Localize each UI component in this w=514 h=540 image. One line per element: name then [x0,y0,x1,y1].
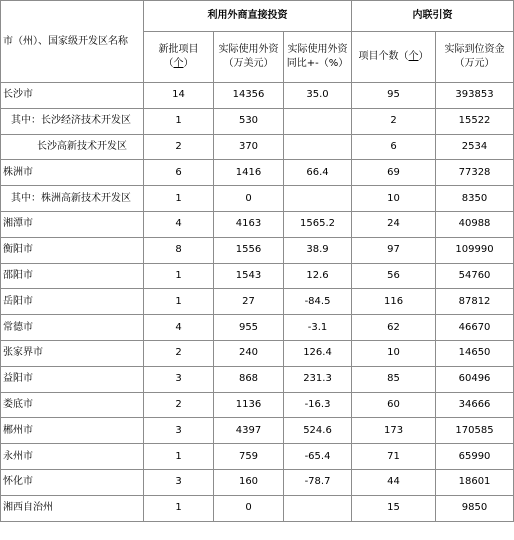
header-fdi-amount-line2: （万美元） [223,58,274,69]
cell-region-name: 永州市 [1,444,144,470]
cell-dom-funds: 18601 [436,469,514,495]
header-name-column: 市（州）、国家级开发区名称 [1,1,144,83]
cell-fdi-amount: 1556 [214,237,284,263]
cell-dom-funds: 40988 [436,211,514,237]
cell-dom-funds: 109990 [436,237,514,263]
cell-new-projects: 2 [144,340,214,366]
table-row [1,340,514,366]
cell-new-projects: 1 [144,495,214,521]
cell-region-name: 张家界市 [1,340,144,366]
header-fdi-pct-line1: 实际使用外资 [287,44,348,55]
cell-dom-projects: 15 [352,495,436,521]
cell-new-projects: 6 [144,160,214,186]
cell-region-name: 邵阳市 [1,263,144,289]
cell-dom-projects: 24 [352,211,436,237]
cell-dom-funds: 34666 [436,392,514,418]
cell-region-name: 岳阳市 [1,289,144,315]
header-dom-projects-unit: 个 [408,51,419,62]
cell-new-projects: 14 [144,83,214,109]
header-new-projects-prefix: 新批项目（ [158,44,199,69]
cell-fdi-amount: 868 [214,366,284,392]
header-domestic-group: 内联引资 [352,1,514,32]
cell-dom-projects: 85 [352,366,436,392]
cell-region-name: 常德市 [1,315,144,341]
table-row [1,237,514,263]
cell-fdi-amount: 759 [214,444,284,470]
cell-fdi-pct: 126.4 [284,340,352,366]
cell-region-name: 长沙高新技术开发区 [1,134,144,160]
cell-new-projects: 4 [144,315,214,341]
cell-dom-funds: 46670 [436,315,514,341]
cell-dom-projects: 62 [352,315,436,341]
header-dom-funds [436,32,514,83]
table-row [1,83,514,109]
header-new-projects [144,32,214,83]
cell-region-name: 株洲市 [1,160,144,186]
cell-region-name: 长沙市 [1,83,144,109]
header-row-groups [1,1,514,32]
cell-dom-funds: 8350 [436,186,514,212]
cell-dom-projects: 60 [352,392,436,418]
table-row [1,315,514,341]
cell-dom-funds: 87812 [436,289,514,315]
cell-dom-projects: 56 [352,263,436,289]
cell-new-projects: 1 [144,289,214,315]
cell-region-name: 怀化市 [1,469,144,495]
cell-dom-funds: 2534 [436,134,514,160]
cell-fdi-amount: 1416 [214,160,284,186]
table-row [1,366,514,392]
header-dom-funds-line2: （万元） [454,58,495,69]
cell-dom-projects: 95 [352,83,436,109]
cell-fdi-amount: 0 [214,495,284,521]
table-row [1,263,514,289]
cell-dom-projects: 2 [352,108,436,134]
table-row [1,495,514,521]
table-row [1,108,514,134]
cell-fdi-amount: 0 [214,186,284,212]
cell-dom-funds: 77328 [436,160,514,186]
cell-fdi-pct: -3.1 [284,315,352,341]
cell-fdi-amount: 370 [214,134,284,160]
table-row [1,134,514,160]
cell-fdi-amount: 240 [214,340,284,366]
cell-region-name: 娄底市 [1,392,144,418]
cell-fdi-pct [284,495,352,521]
table-row [1,469,514,495]
cell-dom-funds: 14650 [436,340,514,366]
cell-dom-projects: 10 [352,340,436,366]
cell-fdi-pct: 12.6 [284,263,352,289]
cell-region-name: 湘潭市 [1,211,144,237]
cell-fdi-amount: 160 [214,469,284,495]
cell-dom-projects: 97 [352,237,436,263]
cell-dom-funds: 65990 [436,444,514,470]
cell-fdi-pct: 1565.2 [284,211,352,237]
cell-dom-funds: 54760 [436,263,514,289]
cell-new-projects: 1 [144,108,214,134]
cell-fdi-amount: 14356 [214,83,284,109]
header-fdi-pct [284,32,352,83]
cell-dom-projects: 173 [352,418,436,444]
cell-dom-funds: 170585 [436,418,514,444]
cell-new-projects: 3 [144,418,214,444]
cell-region-name: 湘西自治州 [1,495,144,521]
cell-fdi-amount: 1136 [214,392,284,418]
cell-fdi-pct: 524.6 [284,418,352,444]
header-new-projects-unit: 个 [173,58,184,69]
cell-fdi-pct: -16.3 [284,392,352,418]
table-row [1,289,514,315]
table-row [1,186,514,212]
table-row [1,444,514,470]
header-dom-projects [352,32,436,83]
header-fdi-amount-line1: 实际使用外资 [218,44,279,55]
header-dom-funds-line1: 实际到位资金 [444,44,505,55]
cell-fdi-pct: -78.7 [284,469,352,495]
table-body [1,83,514,522]
cell-dom-projects: 69 [352,160,436,186]
cell-new-projects: 1 [144,186,214,212]
header-new-projects-suffix: ） [183,58,194,69]
cell-dom-projects: 116 [352,289,436,315]
cell-new-projects: 3 [144,469,214,495]
cell-fdi-pct: 231.3 [284,366,352,392]
cell-fdi-amount: 530 [214,108,284,134]
cell-dom-funds: 15522 [436,108,514,134]
cell-new-projects: 3 [144,366,214,392]
cell-new-projects: 8 [144,237,214,263]
header-dom-projects-prefix: 项目个数（ [358,51,409,62]
cell-new-projects: 2 [144,392,214,418]
cell-fdi-amount: 1543 [214,263,284,289]
cell-dom-funds: 9850 [436,495,514,521]
cell-fdi-pct: 66.4 [284,160,352,186]
cell-new-projects: 1 [144,263,214,289]
header-fdi-pct-line2: 同比+-（%） [286,58,349,69]
cell-dom-funds: 60496 [436,366,514,392]
cell-fdi-amount: 27 [214,289,284,315]
header-fdi-group: 利用外商直接投资 [144,1,352,32]
cell-dom-projects: 6 [352,134,436,160]
table-row [1,392,514,418]
cell-region-name: 衡阳市 [1,237,144,263]
cell-fdi-pct [284,134,352,160]
cell-new-projects: 1 [144,444,214,470]
table-row [1,160,514,186]
cell-fdi-pct: -65.4 [284,444,352,470]
cell-dom-projects: 71 [352,444,436,470]
header-dom-projects-suffix: ） [418,51,429,62]
cell-region-name: 郴州市 [1,418,144,444]
cell-new-projects: 4 [144,211,214,237]
cell-fdi-pct: 35.0 [284,83,352,109]
cell-fdi-pct: 38.9 [284,237,352,263]
cell-dom-projects: 44 [352,469,436,495]
cell-region-name: 益阳市 [1,366,144,392]
cell-fdi-amount: 4163 [214,211,284,237]
table-row [1,211,514,237]
cell-fdi-amount: 4397 [214,418,284,444]
cell-fdi-pct: -84.5 [284,289,352,315]
cell-new-projects: 2 [144,134,214,160]
table-header [1,1,514,83]
cell-fdi-pct [284,108,352,134]
table-row [1,418,514,444]
cell-region-name: 其中：长沙经济技术开发区 [1,108,144,134]
cell-fdi-amount: 955 [214,315,284,341]
cell-dom-funds: 393853 [436,83,514,109]
header-fdi-amount [214,32,284,83]
cell-region-name: 其中：株洲高新技术开发区 [1,186,144,212]
cell-fdi-pct [284,186,352,212]
cell-dom-projects: 10 [352,186,436,212]
